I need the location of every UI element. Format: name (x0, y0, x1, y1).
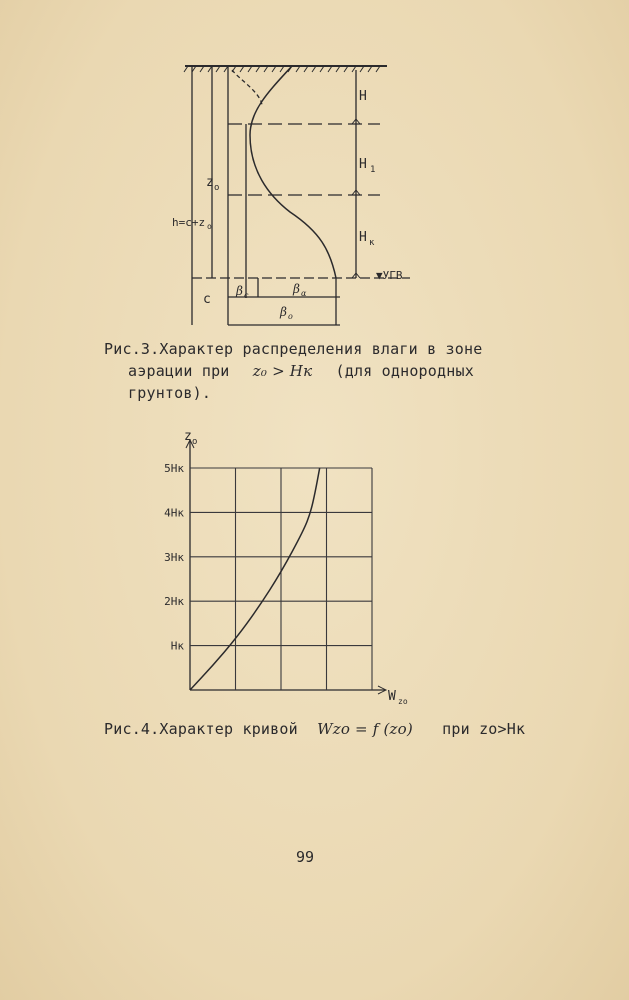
figure-4-caption (104, 718, 525, 740)
label-beta-a-sub: α (301, 289, 307, 298)
y-tick-label: 5Hк (164, 462, 184, 475)
series-line (190, 468, 320, 690)
label-beta-0-sub: o (288, 312, 293, 321)
x-axis-label-sub: zo (398, 697, 408, 706)
label-beta-c-sub: c (244, 291, 249, 300)
y-tick-label: Hк (170, 639, 184, 653)
label-ugv: ▼УГВ (376, 269, 403, 282)
caption-text: (для однородных (335, 362, 474, 380)
y-tick-label: 3Hк (164, 550, 184, 564)
caption-text: при zo>Hк (442, 720, 526, 738)
caption-text: Рис.4.Характер кривой (104, 720, 298, 738)
label-z0-sub: o (214, 183, 220, 193)
page-number: 99 (296, 848, 315, 866)
label-H1-sub: 1 (370, 165, 376, 175)
caption-formula: Wzo = f (zo) (317, 720, 413, 738)
x-axis-label: W (388, 689, 396, 704)
label-h-equation-sub: o (207, 222, 212, 231)
label-Hk-sub: к (369, 238, 375, 248)
figure-3-caption-line-1: Рис.3.Характер распределения влаги в зоне (104, 340, 483, 358)
label-c: c (203, 292, 211, 307)
label-H1: H (359, 157, 367, 172)
y-axis-label: z (184, 429, 192, 444)
figure-3-caption-line-3: грунтов). (128, 384, 212, 402)
caption-formula: z₀ > Hк (252, 362, 313, 380)
y-axis-label-sub: o (192, 437, 198, 447)
caption-text: аэрации при (128, 362, 230, 380)
label-beta-0: β (280, 305, 287, 319)
label-H: H (359, 89, 367, 104)
label-beta-c: β (236, 284, 243, 298)
label-beta-a: β (293, 282, 300, 296)
label-h-equation: h=c+z (172, 216, 206, 229)
y-tick-label: 4Hк (164, 506, 184, 520)
label-Hk: H (359, 230, 367, 245)
label-z0: z (206, 175, 214, 190)
y-tick-label: 2Hк (164, 595, 184, 609)
